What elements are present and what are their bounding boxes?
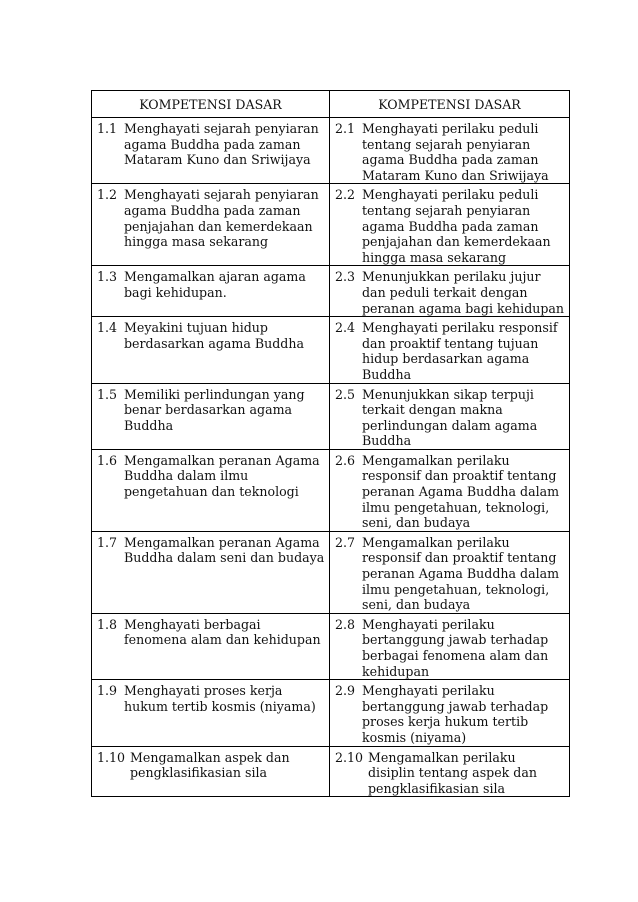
competency-cell-left [92,531,330,613]
competency-number: 2.4 [335,320,356,336]
competency-item [97,187,326,249]
competency-item [97,387,326,434]
competency-cell-right [330,449,570,531]
competency-item [335,535,566,613]
competency-text: Menghayati sejarah penyiaran agama Buddha pada zaman penjajahan dan kemerdekaan hingga masa sekarang [124,187,319,250]
table-row [92,449,570,531]
competency-item [335,453,566,531]
competency-item [335,617,566,679]
competency-item [97,320,326,351]
table-row [92,680,570,746]
competency-text: Menghayati perilaku bertanggung jawab terhadap proses kerja hukum tertib kosmis (niyama) [362,683,549,745]
table-row [92,266,570,317]
competency-item [97,683,326,714]
competency-number: 1.7 [97,534,118,550]
competency-text: Menghayati perilaku peduli tentang sejarah penyiaran agama Buddha pada zaman penjajahan dan kemerdekaan hingga masa sekarang [362,187,551,265]
competency-number: 1.5 [97,386,118,402]
competency-cell-left [92,449,330,531]
competency-cell-right [330,184,570,266]
competency-cell-left [92,317,330,383]
competency-number: 2.3 [335,269,356,285]
competency-text: Mengamalkan perilaku responsif dan proaktif tentang peranan Agama Buddha dalam ilmu pengetahuan, teknologi, seni, dan budaya [362,452,560,531]
table-row [92,746,570,797]
competency-number: 2.1 [335,121,356,136]
competency-number: 1.9 [97,683,118,699]
competency-item [335,683,566,745]
competency-number: 2.8 [335,616,356,632]
competency-number: 1.10 [97,749,126,765]
competency-cell-left [92,266,330,317]
competency-cell-right [330,118,570,184]
competency-number: 1.8 [97,616,118,632]
competency-text: Mengamalkan perilaku responsif dan proaktif tentang peranan Agama Buddha dalam ilmu pengetahuan, teknologi, seni, dan budaya [362,534,560,613]
header-row [92,91,570,118]
competency-item [335,750,566,797]
competency-number: 1.6 [97,452,118,468]
competency-cell-right [330,613,570,679]
competency-text: Mengamalkan ajaran agama bagi kehidupan. [124,269,306,300]
competency-text: Menghayati perilaku responsif dan proaktif tentang tujuan hidup berdasarkan agama Buddha [362,320,558,382]
competency-cell-left [92,118,330,184]
competency-item [335,387,566,449]
competency-number: 2.7 [335,534,356,550]
table-row [92,613,570,679]
competency-number: 1.3 [97,269,118,285]
competency-item [335,269,566,316]
competency-item [97,121,326,168]
kompetensi-dasar-table [91,90,570,797]
table-row [92,383,570,449]
table-row [92,184,570,266]
competency-cell-right [330,317,570,383]
competency-cell-left [92,383,330,449]
competency-text: Menghayati berbagai fenomena alam dan kehidupan [124,616,321,648]
competency-text: Mengamalkan peranan Agama Buddha dalam seni dan budaya [124,534,325,566]
competency-cell-left [92,613,330,679]
competency-number: 2.2 [335,187,356,203]
competency-cell-left [92,680,330,746]
competency-text: Menghayati proses kerja hukum tertib kosmis (niyama) [124,683,316,714]
competency-cell-right [330,680,570,746]
competency-item [335,187,566,265]
competency-number: 1.4 [97,320,118,336]
competency-text: Mengamalkan perilaku disiplin tentang aspek dan pengklasifikasian sila [368,749,537,796]
competency-number: 2.9 [335,683,356,699]
competency-cell-left [92,184,330,266]
table-body [92,118,570,797]
competency-number: 1.2 [97,187,118,203]
competency-number: 2.10 [335,749,364,765]
table-row [92,317,570,383]
competency-text: Menunjukkan sikap terpuji terkait dengan makna perlindungan dalam agama Buddha [362,386,538,449]
table-row [92,118,570,184]
competency-item [97,617,326,648]
competency-cell-right [330,266,570,317]
competency-text: Meyakini tujuan hidup berdasarkan agama Buddha [124,320,304,351]
competency-text: Menghayati perilaku peduli tentang sejarah penyiaran agama Buddha pada zaman Mataram Kuno dan Sriwijaya [362,121,549,183]
header-right: KOMPETENSI DASAR [330,91,570,118]
competency-text: Mengamalkan peranan Agama Buddha dalam ilmu pengetahuan dan teknologi [124,452,320,500]
competency-text: Menunjukkan perilaku jujur dan peduli terkait dengan peranan agama bagi kehidupan [362,269,565,316]
competency-cell-right [330,531,570,613]
competency-cell-right [330,383,570,449]
competency-number: 2.5 [335,386,356,402]
competency-text: Memiliki perlindungan yang benar berdasarkan agama Buddha [124,386,305,433]
competency-text: Menghayati sejarah penyiaran agama Buddha pada zaman Mataram Kuno dan Sriwijaya [124,121,319,168]
table-row [92,531,570,613]
competency-item [97,750,326,781]
competency-text: Mengamalkan aspek dan pengklasifikasian sila [130,749,290,781]
competency-item [335,121,566,183]
header-left: KOMPETENSI DASAR [92,91,330,118]
competency-item [97,269,326,300]
competency-item [97,453,326,500]
competency-cell-right [330,746,570,797]
competency-number: 1.1 [97,121,118,136]
competency-number: 2.6 [335,452,356,468]
competency-item [97,535,326,566]
competency-cell-left [92,746,330,797]
competency-item [335,320,566,382]
competency-text: Menghayati perilaku bertanggung jawab terhadap berbagai fenomena alam dan kehidupan [362,616,549,679]
